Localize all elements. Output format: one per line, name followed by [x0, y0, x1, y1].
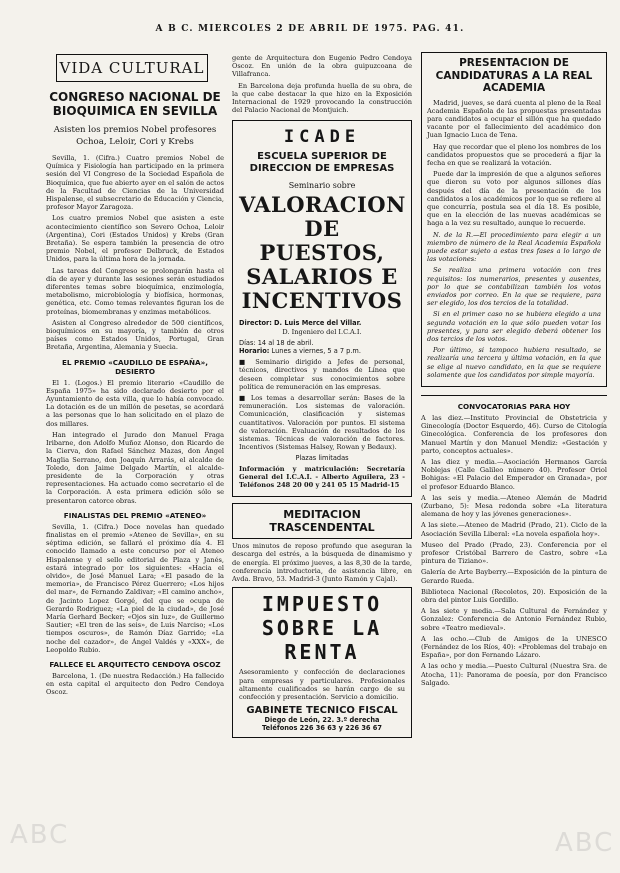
article-paragraph: Las tareas del Congreso se prolongarán hasta el día de ayer y durante las sesiones serán estudiados diferentes temas sobre bioquímica, enzimología, metabolismo, microbiología y biofísica, hormonas, genética, etc. Como temas relevantes figuran los de proteínas, biomembranas y enzimas metabólicos. [46, 266, 224, 316]
icade-school: ESCUELA SUPERIOR DE DIRECCION DE EMPRESAS [249, 151, 395, 175]
impuesto-firm: GABINETE TECNICO FISCAL [246, 705, 398, 717]
academia-box [421, 52, 607, 387]
icade-horario-label: Horario: [239, 347, 270, 356]
icade-director-role: D. Ingeniero del I.C.A.I. [282, 327, 362, 336]
icade-dias: Días: 14 al 18 de abril. [239, 338, 314, 347]
section-label: VIDA CULTURAL [59, 59, 205, 77]
watermark: ABC [555, 828, 615, 858]
academia-title: PRESENTACION DE CANDIDATURAS A LA REAL ACADEMIA [435, 57, 593, 94]
convocatoria-item: A las ocho.—Club de Amigos de la UNESCO (Fernández de los Ríos, 40): «Problemas del trabajo en España», por don Fernando Lázaro. [421, 634, 607, 660]
academia-paragraph: Hay que recordar que el pleno los nombres de los candidatos propuestos que se procederá a fijar la fecha en que se realizará la votación. [427, 142, 601, 167]
headline-premio: EL PREMIO «CAUDILLO DE ESPAÑA», DESIERTO [62, 357, 208, 376]
page-header: A B C. MIERCOLES 2 DE ABRIL DE 1975. PAG. 41. [155, 24, 465, 34]
impuesto-advertisement [232, 587, 412, 737]
icade-advertisement [232, 120, 412, 497]
article-paragraph: El 1. (Logos.) El premio literario «Caudillo de España 1975» ha sido declarado desierto por el Ayuntamiento de esta villa, que lo había convocado. La dotación es de un millón de pesetas, se acordará a las personas que lo han solicitado en el plazo de dos millares. [46, 378, 224, 428]
headline-finalistas: FINALISTAS DEL PREMIO «ATENEO» [63, 510, 207, 520]
convocatoria-item: Galería de Arte Bayberry.—Exposición de la pintura de Gerardo Rueda. [421, 568, 607, 585]
meditacion-box [232, 503, 412, 539]
article-paragraph: Sevilla, 1. (Cifra.) Doce novelas han quedado finalistas en el premio «Ateneo de Sevilla», en su séptima edición, se fallará el próximo día 4. El conocido llamado a este concurso por el Ateneo Hispalense y el sello editorial de Plaza y Janés, estará integrado por los siguientes: «Hacia el olvido», de José Manuel Lara; «El pasado de la memoria», de Francisco Pérez Guerrero; «Los hijos del mar», de Fernando Zaldivar; «El camino ancho», de Jacinto Lopez Gorgé, del que se ocupa de Gerardo Rodriguez; «La piel de la ciudad», de José María Gerhard Becker; «Ojos sin luz», de Guillermo Sautier; «El tren de las seis», de Luis Narciso; «Los tiempos oscuros», de Ramón Díaz Garrido; «La noche del cazador», de Ángel Valdés y «XXX», de Leopoldo Rubio. [46, 522, 224, 654]
icade-title: ICADE [283, 127, 361, 148]
convocatoria-item: A las seis y media.—Ateneo Alemán de Madrid (Zurbano, 5): Mesa redonda sobre «La literatura alemana de hoy y las jóvenes generaciones». [421, 493, 607, 519]
icade-bullet: ■ Los temas a desarrollar serán: Bases de la remuneración. Los sistemas de valoración. Comunicación, clasificación y sistemas cuantitativos. Valoración por puntos. El sistema de valoración. Evaluación de resultados de los sistemas. Técnicas de valoración de factores. Incentivos (Sistemas Halsey, Rowan y Bedaux). [239, 394, 405, 452]
meditacion-text: Unos minutos de reposo profundo que aseguran la descarga del estrés, a la búsqueda de dinamismo y de energía. El próximo jueves, a las 8,30 de la tarde, conferencia introductoria, de asistencia libre, en Avda. Bravo, 53. Madrid-3 (Junto Ramón y Cajal). [232, 542, 412, 584]
academia-paragraph: Puede dar la impresión de que a algunos señores que dieron su voto por algunos sillones días después del día de la presentación de los candidatos a los académicos por lo que se refiere al que concurría, postula sea el día 18. Es posible, que en la elección de las nuevas académicas se haga a la vez su resultado, aunque lo recuerde. [427, 170, 601, 228]
subhead-congreso: Asisten los premios Nobel profesores Ochoa, Leloir, Cori y Krebs [53, 125, 217, 147]
academia-paragraph: Por último, si tampoco hubiera resultado, se realizaría una tercera y última votación, en la que se elige al nuevo candidato, en la que se requiere solamente que los candidatos por simple mayoría. [427, 346, 601, 379]
column-left [46, 44, 224, 700]
headline-fallece: FALLECE EL ARQUITECTO CENDOYA OSCOZ [49, 659, 221, 669]
impuesto-address: Diego de León, 22. 3.º derecha [264, 716, 380, 725]
icade-horario: Lunes a viernes, 5 a 7 p.m. [271, 347, 361, 356]
convocatoria-item: Museo del Prado (Prado, 23). Conferencia por el profesor Cristóbal Barrero de Castro, sobre «La pintura de Tiziano». [421, 540, 607, 566]
article-paragraph: Sevilla, 1. (Cifra.) Cuatro premios Nobel de Química y Fisiología han participado en la primera sesión del VI Congreso de la Sociedad Española de Bioquímica, que fue abierto ayer en el salón de actos de la Facultad de Ciencias de la Universidad Hispalense, el subsecretario de Educación y Ciencia, profesor Mayor Zaragoza. [46, 154, 224, 212]
section-label-box [56, 54, 208, 82]
convocatoria-item: A las diez y media.—Asociación Hermanos García Noblejas (Calle Galileo número 40). Profesor Oriol Bohigas: «El Palacio del Emperador en Granada», por el profesor Eduardo Blanco. [421, 458, 607, 491]
icade-director-label: Director: [239, 319, 272, 328]
icade-seminar-label: Seminario sobre [288, 181, 356, 191]
icade-director: D. Luis Merce del Villar. [274, 319, 362, 328]
icade-seminar-title: VALORACION DE PUESTOS, SALARIOS E INCENTIVOS [239, 192, 406, 314]
headline-congreso: CONGRESO NACIONAL DE BIOQUIMICA EN SEVILLA [49, 90, 221, 118]
article-paragraph: gente de Arquitectura don Eugenio Pedro Cendoya Oscoz. En unión de la obra guipuzcoana de Villafranca. [232, 54, 412, 79]
icade-bullet: ■ Seminario dirigido a Jefes de personal, técnicos, directivos y mandos de Línea que deseen completar sus conocimientos sobre política de remuneración en las empresas. [239, 358, 405, 391]
article-paragraph: Asisten al Congreso alrededor de 500 científicos, bioquímicos en su mayoría, y también de otros países como Estados Unidos, Portugal, Gran Bretaña, Argentina, Alemania y Suecia. [46, 318, 224, 352]
academia-paragraph: N. de la R.—El procedimiento para elegir a un miembro de número de la Real Academia Española puede estar sujeto a estas tres fases a lo largo de las votaciones: [427, 230, 601, 264]
column-right [421, 52, 607, 690]
column-middle [232, 54, 412, 738]
convocatoria-item: A las ocho y media.—Puesto Cultural (Nuestra Sra. de Atocha, 11): Panorama de poesía, por don Francisco Salgado. [421, 662, 607, 687]
impuesto-body: Asesoramiento y confección de declaraciones para empresas y particulares. Profesionales altamente cualificados se harán cargo de su confección y presentación. Servicio a domicilio. [239, 668, 405, 701]
article-paragraph: Barcelona, 1. (De nuestra Redacción.) Ha fallecido en esta capital el arquitecto don Pedro Cendoya Oscoz. [46, 671, 224, 697]
convocatoria-item: Biblioteca Nacional (Recoletos, 20). Exposición de la obra del pintor Luis Gordillo. [421, 587, 607, 605]
academia-paragraph: Se realiza una primera votación con tres requisitos: los numerarios, presentes y ausentes, por lo que se contabilizan también los votos enviados por correo. En la que se requiere, para ser elegido, los dos tercios de la totalidad. [427, 266, 601, 308]
article-paragraph: Los cuatro premios Nobel que asisten a este acontecimiento científico son Severo Ochoa, Leloir (Argentina), Cori (Estados Unidos) y Krebs (Gran Bretaña). Se espera también la presencia de otro premio Nobel, el profesor Delbruck, de Estados Unidos, para la última hora de la jornada. [46, 214, 224, 264]
convocatoria-item: A las siete.—Ateneo de Madrid (Prado, 21). Ciclo de la Asociación Sevilla Liberal: «La novela española hoy». [421, 521, 607, 538]
convocatoria-item: A las siete y media.—Sala Cultural de Fernández y Gonzalez: Conferencia de Antonio Fernández Rubio, sobre «Teatro medieval». [421, 607, 607, 632]
academia-paragraph: Si en el primer caso no se hubiera elegido a una segunda votación en la que sólo pueden votar los presentes, y para ser elegido deberá obtener los dos tercios de los votos. [427, 310, 601, 343]
impuesto-title: IMPUESTO SOBRE LA RENTA [261, 592, 383, 665]
academia-paragraph: Madrid, jueves, se dará cuenta al pleno de la Real Academia Española de las propuestas presentadas para candidatos a ocupar el sillón que ha quedado vacante por el fallecimiento del académico don Juan Ignacio Luca de Tena. [427, 98, 601, 140]
article-paragraph: En Barcelona deja profunda huella de su obra, de la que cabe destacar la que hizo en la Exposición Internacional de 1929 provocando la construcción del Palacio Nacional de Montjuich. [232, 81, 412, 115]
headline-convocatorias: CONVOCATORIAS PARA HOY [457, 402, 571, 411]
convocatoria-item: A las diez.—Instituto Provincial de Obstetricia y Ginecología (Doctor Esquerdo, 46). Curso de Citología Ginecológica. Conferencia de los profesores don Manuel Martín y don Manuel Mendiz: «Gestación y parto, conceptos actuales». [421, 414, 607, 455]
watermark: ABC [10, 820, 70, 850]
impuesto-phones: Teléfonos 226 36 63 y 226 36 67 [262, 724, 382, 733]
article-paragraph: Han integrado el Jurado don Manuel Fraga Iribarne, don Adolfo Muñoz Alonso, don Ricardo de la Cierva, don Rafael Sánchez Mazas, don Ángel Maglia Serrano, don Joaquín Arrarás, el alcalde de Toledo, don Jaime Delgado Martín, el alcalde-presidente de la Corporación y otras representaciones. Ha actuado como secretario el de la Corporación. A esta primera edición sólo se presentaron catorce obras. [46, 430, 224, 505]
icade-info: Información y matriculación: Secretaría General del I.C.A.I. - Alberto Aguilera, 23 - Teléfonos 248 20 00 y 241 05 15 Madrid-15 [239, 464, 405, 490]
icade-plazas: Plazas limitadas [295, 454, 349, 463]
meditacion-title: MEDITACION TRASCENDENTAL [269, 508, 375, 535]
